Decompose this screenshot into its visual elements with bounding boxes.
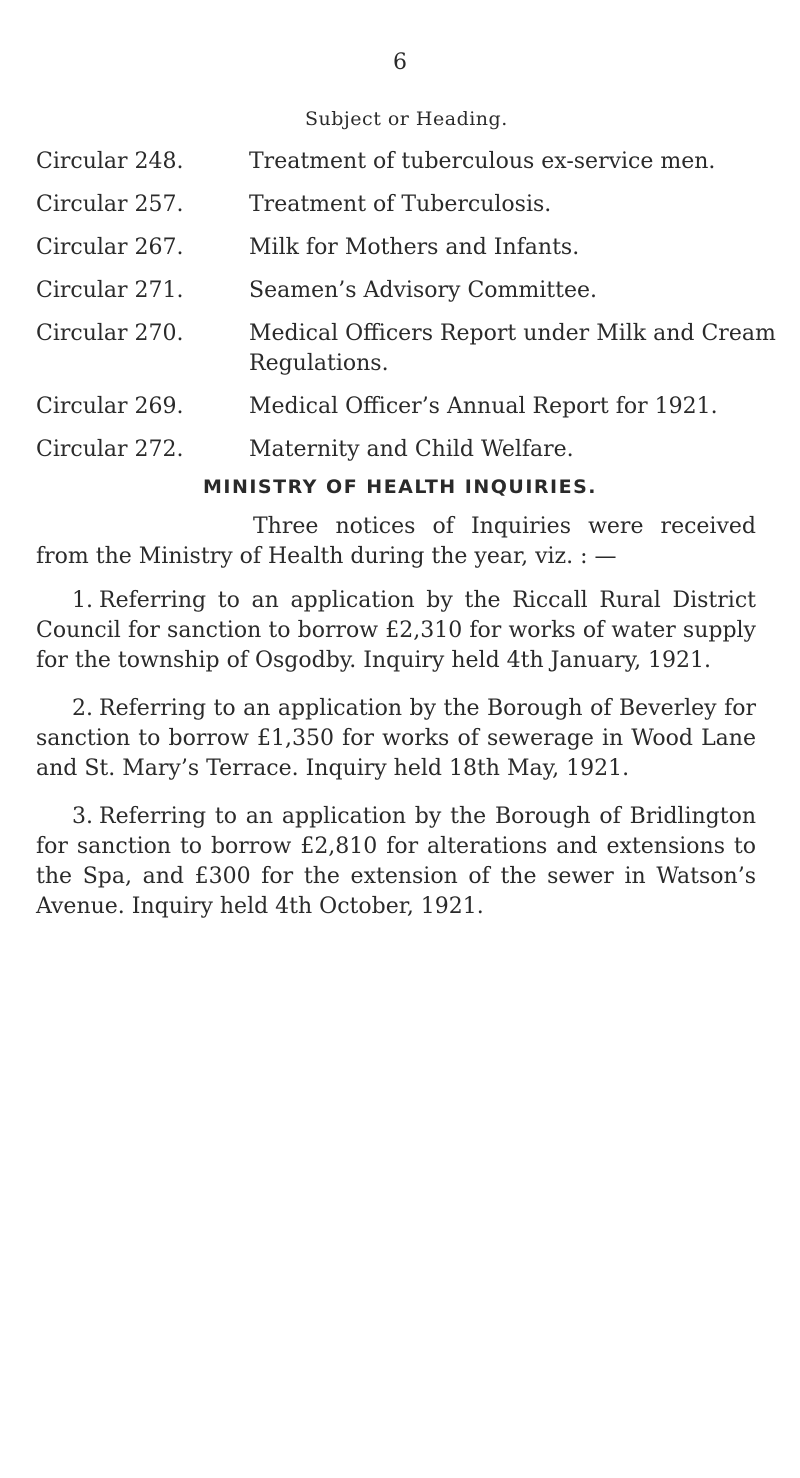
circular-label: Circular 267.: [36, 235, 184, 260]
circular-row: [36, 233, 776, 263]
inquiry-number: 2.: [72, 696, 93, 721]
subject-heading: Subject or Heading.: [305, 108, 508, 130]
circular-list: [36, 147, 776, 478]
circular-label: Circular 248.: [36, 149, 184, 174]
circular-subject: Maternity and Child Welfare.: [249, 437, 574, 462]
circular-label: Circular 271.: [36, 278, 184, 303]
circular-label: Circular 269.: [36, 394, 184, 419]
inquiry-number: 3.: [72, 804, 93, 829]
inquiry-text: Referring to an application by the Riccall Rural District Council for sanction to borrow £2,310 for works of water supply for the township of Osgodby. Inquiry held 4th January, 1921.: [36, 588, 756, 673]
circular-subject: Treatment of Tuberculosis.: [249, 192, 552, 217]
inquiry-item: [36, 586, 756, 676]
circular-subject: Medical Officers Report under Milk and Cream Regulations.: [249, 321, 776, 376]
circular-label: Circular 270.: [36, 321, 184, 346]
circular-subject: Seamen’s Advisory Committee.: [249, 278, 597, 303]
inquiry-number: 1.: [72, 588, 93, 613]
circular-row: [36, 319, 776, 379]
circular-row: [36, 392, 776, 422]
circular-label: Circular 272.: [36, 437, 184, 462]
circular-row: [36, 147, 776, 177]
inquiry-text: Referring to an application by the Borough of Beverley for sanction to borrow £1,350 for works of sewerage in Wood Lane and St. Mary’s Terrace. Inquiry held 18th May, 1921.: [36, 696, 756, 781]
circular-row: [36, 435, 776, 465]
circular-label: Circular 257.: [36, 192, 184, 217]
circular-subject: Milk for Mothers and Infants.: [249, 235, 580, 260]
section-title: MINISTRY OF HEALTH INQUIRIES.: [202, 476, 598, 498]
inquiry-item: [36, 802, 756, 922]
page-number: 6: [393, 50, 407, 75]
inquiry-item: [36, 694, 756, 784]
inquiries-intro: Three notices of Inquiries were received from the Ministry of Health during the year, viz. : —: [36, 514, 756, 569]
circular-subject: Treatment of tuberculous ex-service men.: [249, 149, 716, 174]
inquiry-text: Referring to an application by the Borough of Bridlington for sanction to borrow £2,810 for alterations and extensions to the Spa, and £300 for the extension of the sewer in Watson’s Avenue. Inquiry held 4th October, 1921.: [36, 804, 756, 919]
circular-row: [36, 190, 776, 220]
circular-subject: Medical Officer’s Annual Report for 1921.: [249, 394, 718, 419]
inquiries-body: [36, 512, 756, 940]
circular-row: [36, 276, 776, 306]
